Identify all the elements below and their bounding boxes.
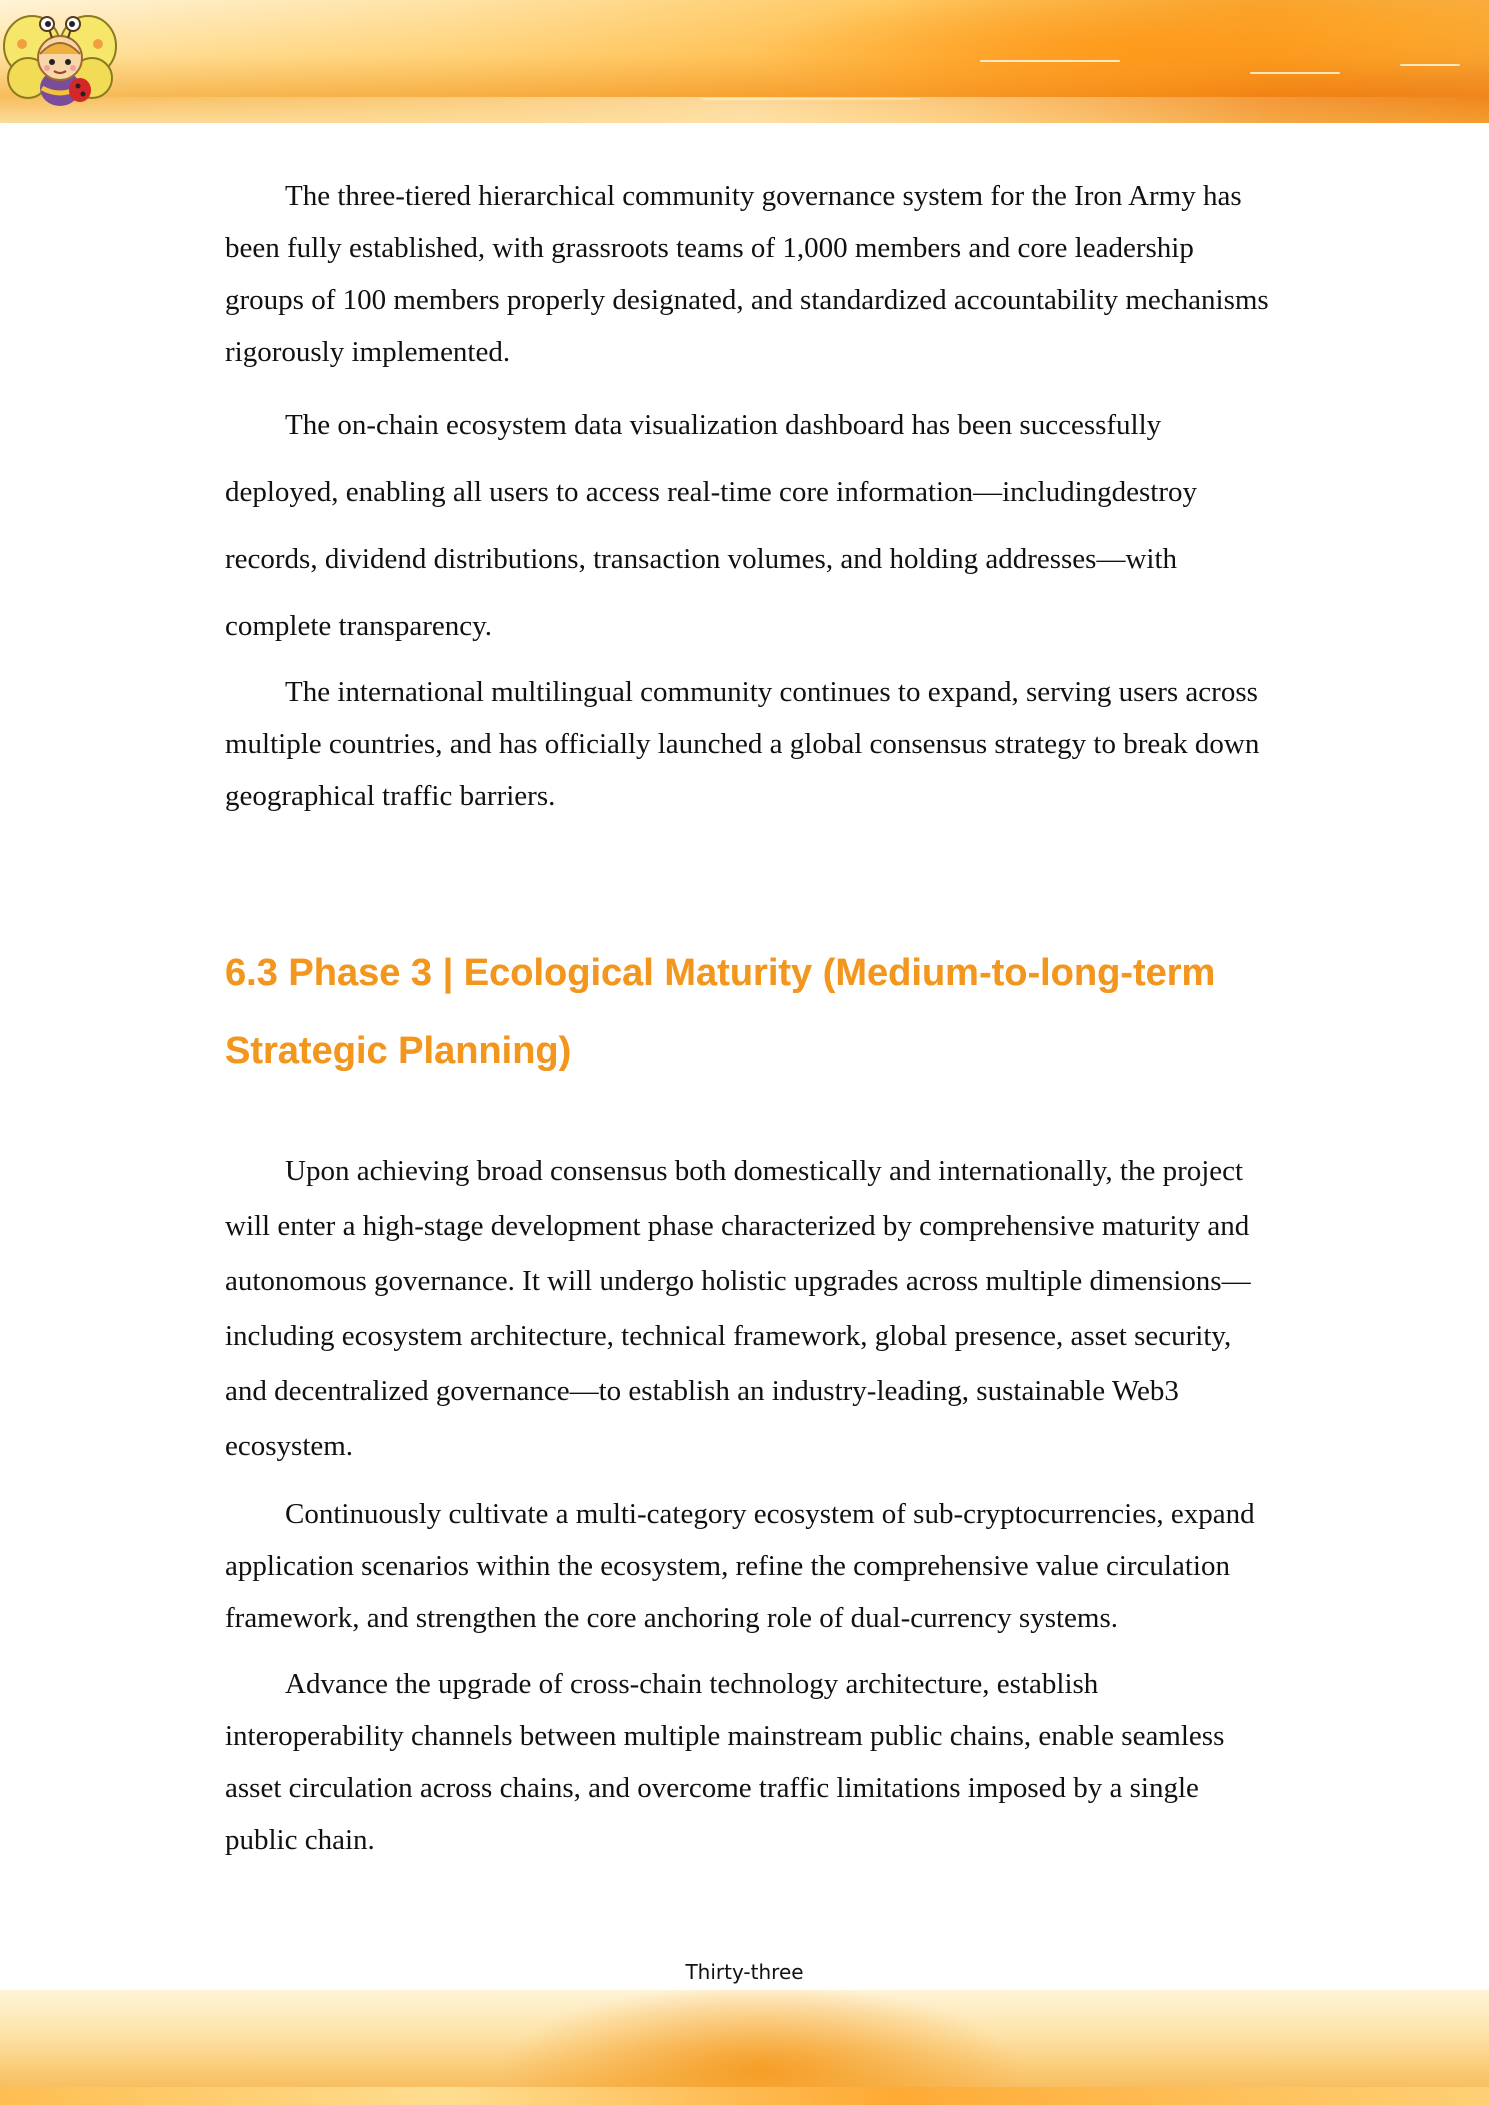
paragraph-ecosystem: Continuously cultivate a multi-category ecosystem of sub-cryptocurrencies, expand application scenarios within the ecosystem, refine the comprehensive value circulation framework, and strengthen the core anchoring role of dual-currency systems. [225, 1498, 1255, 1634]
paragraph-dashboard: The on-chain ecosystem data visualization dashboard has been successfully deployed, enabling all users to access real-time core information—includingdestroy records, dividend distributions, transaction volumes, and holding addresses—with complete transparency. [225, 409, 1197, 642]
butterfly-bee-mascot-icon [2, 6, 118, 110]
page-number: Thirty-three [685, 1960, 804, 1984]
document-body [225, 170, 1270, 1866]
paragraph-maturity: Upon achieving broad consensus both domestically and internationally, the project will enter a high-stage development phase characterized by comprehensive maturity and autonomous governance. It will undergo holistic upgrades across multiple dimensions—including ecosystem architecture, technical framework, global presence, asset security, and decentralized governance—to establish an industry-leading, sustainable Web3 ecosystem. [225, 1155, 1251, 1462]
paragraph-community: The international multilingual community continues to expand, serving users across multiple countries, and has officially launched a global consensus strategy to break down geographical traffic barriers. [225, 676, 1260, 812]
paragraph-cross-chain: Advance the upgrade of cross-chain technology architecture, establish interoperability channels between multiple mainstream public chains, enable seamless asset circulation across chains, and overcome traffic limitations imposed by a single public chain. [225, 1668, 1225, 1856]
header-banner [0, 0, 1489, 123]
section-heading: 6.3 Phase 3 | Ecological Maturity (Medium-to-long-term Strategic Planning) [225, 934, 1270, 1090]
footer-banner [0, 1990, 1489, 2105]
paragraph-governance: The three-tiered hierarchical community governance system for the Iron Army has been fully established, with grassroots teams of 1,000 members and core leadership groups of 100 members properly designated, and standardized accountability mechanisms rigorously implemented. [225, 180, 1269, 368]
